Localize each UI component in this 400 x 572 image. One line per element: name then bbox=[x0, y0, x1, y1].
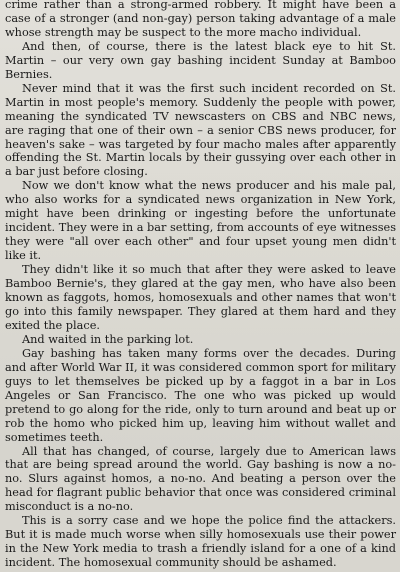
article-paragraph: And waited in the parking lot. bbox=[22, 332, 194, 346]
article-paragraph: This is a sorry case and we hope the police find the attackers. But it is made much worse when silly homosexuals use their power in the New York media to trash a friendly island for a one of a kind incident. The homosexual community should be ashamed. bbox=[5, 514, 396, 570]
article-paragraph: And then, of course, there is the latest black eye to hit St. Martin – our very own gay bashing incident Sunday at Bamboo Bernies. bbox=[5, 39, 396, 81]
article-paragraph: Gay bashing has taken many forms over the decades. During and after World War II, it was considered common sport for military guys to let themselves be picked up by a faggot in a bar in Los Angeles or San Francisco. The one who was picked up would pretend to go along for the ride, only to turn around and beat up or rob the homo who picked him up, leaving him without wallet and sometimes teeth. bbox=[5, 346, 396, 444]
article-paragraph: Now we don't know what the news producer and his male pal, who also works for a syndicated news organization in New York, might have been drinking or ingesting before the unfortunate incident. They were in a bar setting, from accounts of eye witnesses they were "all over each other" and four upset young men didn't like it. bbox=[5, 179, 397, 263]
article-paragraph: crime rather than a strong-armed robbery. It might have been a case of a stronger (and non-gay) person taking advantage of a male whose strength may be suspect to the more macho individual. bbox=[5, 0, 396, 39]
article-paragraph: Never mind that it was the first such incident recorded on St. Martin in most people's memory. Suddenly the people with power, meaning the syndicated TV newscasters on CBS and NBC news, are raging that one of their own – a senior CBS news producer, for heaven's sake – was targeted by four macho males after apparently offending the St. Martin locals by their gussying over each other in a bar just before closing. bbox=[5, 81, 396, 179]
article-paragraph: They didn't like it so much that after they were asked to leave Bamboo Bernie's, they glared at the gay men, who have also been known as faggots, homos, homosexuals and other names that won't go into this family newspaper. They glared at them hard and they exited the place. bbox=[5, 263, 396, 332]
article-body bbox=[5, 0, 396, 570]
article-paragraph: All that has changed, of course, largely due to American laws that are being spread around the world. Gay bashing is now a no-no. Slurs against homos, a no-no. And beating a person over the head for flagrant public behavior that once was considered criminal misconduct is a no-no. bbox=[5, 444, 396, 514]
